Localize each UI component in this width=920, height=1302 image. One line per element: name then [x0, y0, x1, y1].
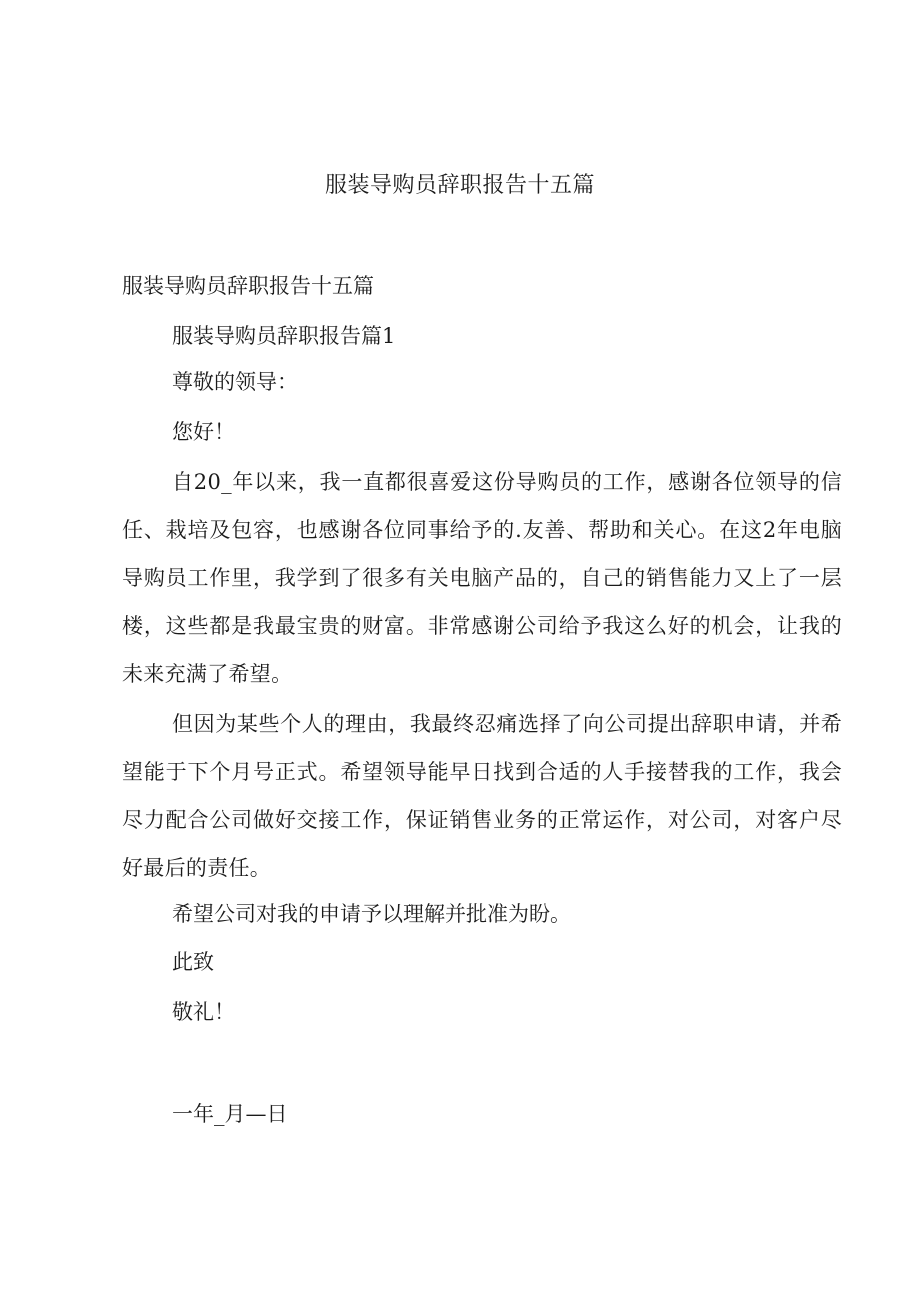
section-heading: 服装导购员辞职报告篇1 [172, 324, 396, 348]
body-paragraph: 自20_年以来，我一直都很喜爱这份导购员的工作，感谢各位领导的信任、栽培及包容，也感谢各位同事给予的.友善、帮助和关心。在这2年电脑导购员工作里，我学到了很多有关电脑产品的，自己的销售能力又上了一层楼，这些都是我最宝贵的财富。非常感谢公司给予我这么好的机会，让我的未来充满了希望。 [122, 470, 842, 686]
salutation: 尊敬的领导： [172, 370, 298, 394]
closing-cizhi: 此致 [172, 950, 214, 974]
closing-jingli: 敬礼！ [172, 1000, 235, 1024]
greeting: 您好！ [172, 420, 235, 444]
closing-hope: 希望公司对我的申请予以理解并批准为盼。 [172, 902, 571, 926]
body-paragraph: 但因为某些个人的理由，我最终忍痛选择了向公司提出辞职申请，并希望能于下个月号正式。希望领导能早日找到合适的人手接替我的工作，我会尽力配合公司做好交接工作，保证销售业务的正常运作，对公司，对客户尽好最后的责任。 [122, 712, 842, 880]
date-line: 一年_月—日 [172, 1102, 288, 1126]
document-subtitle: 服装导购员辞职报告十五篇 [122, 274, 374, 298]
document-title: 服装导购员辞职报告十五篇 [324, 173, 595, 198]
